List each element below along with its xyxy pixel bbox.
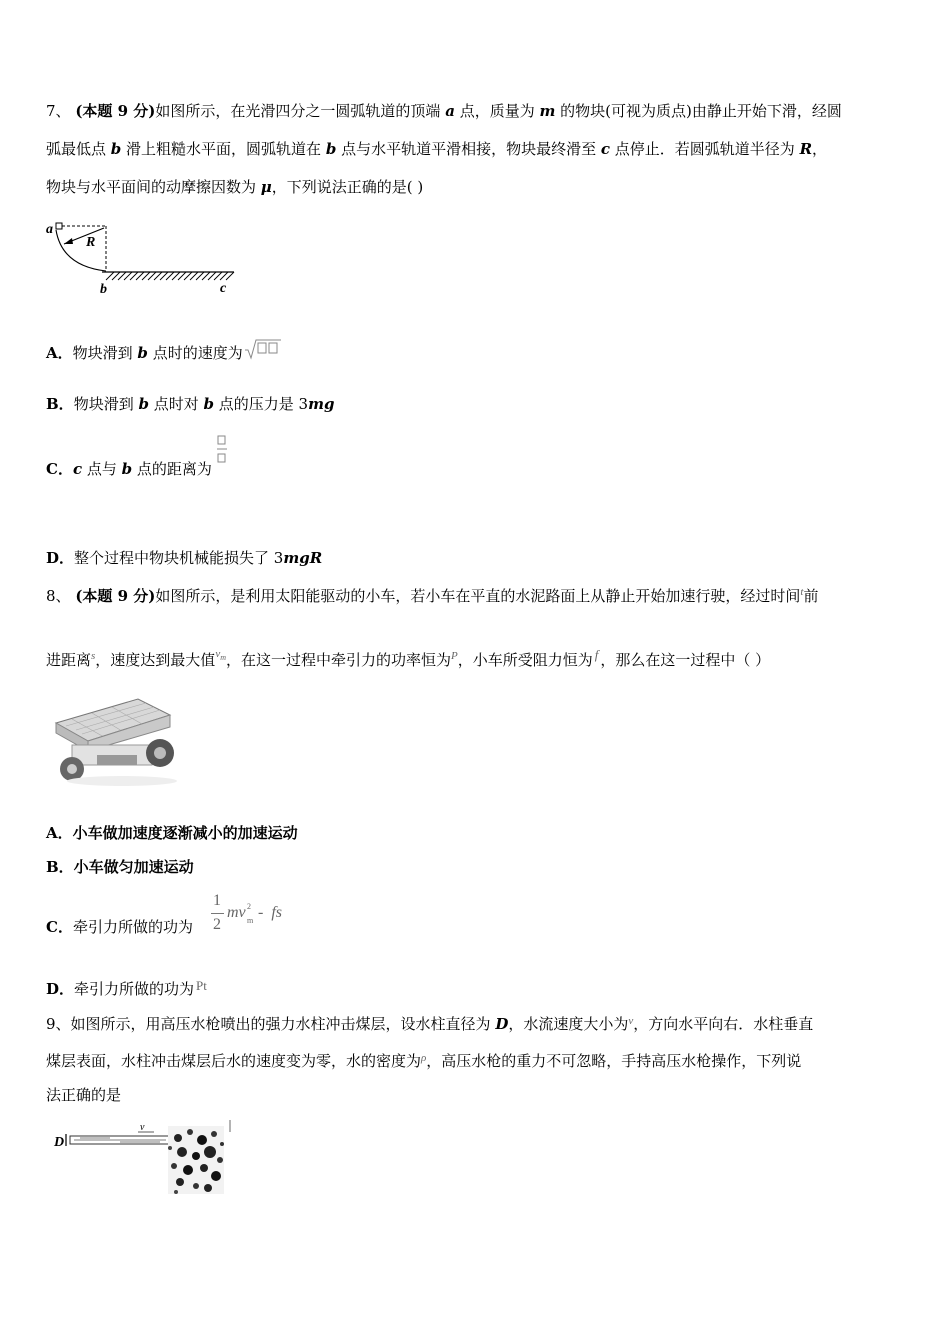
q7-number: 7、	[46, 102, 71, 120]
q8-line-2	[46, 644, 770, 670]
q7-option-d[interactable]	[46, 548, 322, 568]
var-b: b	[325, 140, 337, 158]
q9-text: ，方向水平向右．水柱垂直	[633, 1015, 814, 1033]
fraction-bar	[211, 913, 224, 914]
arc-track	[56, 230, 106, 271]
work-formula	[210, 892, 310, 940]
option-text: 牵引力所做的功为	[74, 980, 195, 998]
var-mg: mg	[308, 395, 335, 413]
q7-line-3	[46, 177, 423, 197]
var-mv: mv	[227, 904, 246, 921]
q9-text: 法正确的是	[46, 1086, 122, 1104]
coal-layer	[168, 1126, 224, 1194]
q7-score-header: (本题 9 分)	[75, 102, 156, 120]
var-b: b	[110, 140, 122, 158]
q9-text: 煤层表面，水柱冲击煤层后水的速度变为零，水的密度为	[46, 1052, 422, 1070]
label-a: a	[46, 222, 53, 237]
label-v: v	[140, 1122, 145, 1133]
var-mu: μ	[260, 178, 272, 196]
q8-text: ，小车所受阻力恒为	[457, 651, 593, 669]
q7-option-b[interactable]	[46, 394, 334, 414]
fraction-numerator: 1	[213, 892, 221, 909]
var-m: m	[539, 102, 556, 120]
var-t: t	[800, 586, 804, 598]
q7-text: 物块与水平面间的动摩擦因数为	[46, 178, 261, 196]
var-v: v	[215, 648, 221, 660]
solar-car-image	[42, 693, 188, 788]
q7-arc-track-figure	[44, 218, 244, 298]
q9-line-1	[46, 1011, 813, 1034]
q8-text: 前	[803, 587, 819, 605]
q7-line-1	[46, 101, 842, 121]
var-s: s	[91, 650, 96, 662]
q8-text: ，速度达到最大值	[95, 651, 216, 669]
q9-text: ，水流速度大小为	[508, 1015, 629, 1033]
option-text: 物块滑到	[73, 395, 139, 413]
q8-text: 进距离	[46, 651, 92, 669]
option-text: 点的距离为	[132, 460, 212, 478]
option-label: B．	[46, 395, 74, 413]
var-b: b	[203, 395, 215, 413]
q8-option-c[interactable]	[46, 917, 193, 937]
q9-text: 如图所示，用高压水枪喷出的强力水柱冲击煤层，设水柱直径为	[70, 1015, 496, 1033]
shadow	[67, 776, 177, 786]
option-text: 物块滑到	[72, 344, 138, 362]
option-text: 点的压力是 3	[214, 395, 309, 413]
block-icon	[56, 223, 62, 229]
q7-text: 点与水平轨道平滑相接，物块最终滑至	[336, 140, 601, 158]
q7-text: ，	[812, 140, 828, 158]
option-label: C．	[46, 460, 73, 478]
q8-option-a[interactable]	[46, 823, 298, 843]
option-text: 整个过程中物块机械能损失了 3	[74, 549, 284, 567]
option-text: A．小车做加速度逐渐减小的加速运动	[46, 824, 298, 842]
q7-text: 点，质量为	[454, 102, 540, 120]
q7-option-a[interactable]	[46, 338, 282, 363]
q8-line-1	[46, 582, 819, 606]
q7-option-c[interactable]	[46, 459, 212, 479]
var-v: v	[628, 1015, 634, 1027]
sqrt-formula-placeholder	[244, 338, 282, 360]
var-f: f	[594, 647, 599, 662]
label-c: c	[220, 281, 227, 296]
option-label: A．	[46, 344, 73, 362]
var-c: c	[72, 460, 83, 478]
option-text: 点时对	[148, 395, 204, 413]
q7-text: 点停止．若圆弧轨道半径为	[610, 140, 800, 158]
var-P: P	[451, 650, 458, 662]
q7-text: 的物块(可视为质点)由静止开始下滑，经圆	[555, 102, 842, 120]
q7-line-2	[46, 139, 827, 159]
var-vm-sub: m	[220, 653, 226, 662]
option-label: C．	[46, 918, 73, 936]
label-b: b	[100, 282, 107, 297]
var-sup: 2	[247, 902, 251, 911]
var-a: a	[445, 102, 455, 120]
q7-text: ，下列说法正确的是( )	[271, 178, 424, 196]
q9-line-3	[46, 1085, 121, 1105]
q7-text: 如图所示，在光滑四分之一圆弧轨道的顶端	[155, 102, 446, 120]
var-D: D	[495, 1015, 509, 1033]
q9-number: 9、	[46, 1015, 71, 1033]
var-b: b	[137, 344, 148, 362]
q8-score-header: (本题 9 分)	[75, 587, 156, 605]
option-text: 牵引力所做的功为	[72, 918, 193, 936]
ground-hatch	[106, 272, 234, 280]
q8-text: ，那么在这一过程中（ ）	[600, 651, 771, 669]
radius-arrowhead	[64, 238, 73, 244]
var-b: b	[138, 395, 149, 413]
option-text: B．小车做匀加速运动	[46, 858, 194, 876]
var-mgR: mgR	[283, 549, 323, 567]
var-R: R	[799, 140, 813, 158]
label-R: R	[86, 235, 96, 250]
var-Pt: Pt	[196, 978, 207, 993]
q7-text: 滑上粗糙水平面，圆弧轨道在	[121, 140, 326, 158]
q8-text: ，在这一过程中牵引力的功率恒为	[225, 651, 451, 669]
label-D: D	[54, 1135, 65, 1150]
q8-text: 如图所示，是利用太阳能驱动的小车，若小车在平直的水泥路面上从静止开始加速行驶，经过时间	[155, 587, 801, 605]
var-rho: ρ	[421, 1052, 427, 1064]
option-label: D．	[46, 549, 75, 567]
var-c: c	[600, 140, 611, 158]
q8-option-b[interactable]	[46, 857, 194, 877]
q8-option-d[interactable]	[46, 976, 207, 999]
q7-text: 弧最低点	[46, 140, 111, 158]
var-sub: m	[247, 916, 254, 925]
water-jet-figure	[50, 1118, 240, 1200]
fraction-formula-placeholder	[216, 434, 228, 468]
car-chassis	[97, 755, 137, 765]
var-fs: - fs	[254, 904, 282, 921]
option-text: 点与	[82, 460, 122, 478]
var-b: b	[121, 460, 133, 478]
var-vm	[215, 648, 226, 660]
q9-text: ，高压水枪的重力不可忽略，手持高压水枪操作，下列说	[426, 1052, 802, 1070]
q8-number: 8、	[46, 587, 71, 605]
option-label: D．	[46, 980, 75, 998]
q9-line-2	[46, 1048, 801, 1071]
fraction-denominator: 2	[213, 916, 221, 933]
option-text: 点时的速度为	[147, 344, 243, 362]
